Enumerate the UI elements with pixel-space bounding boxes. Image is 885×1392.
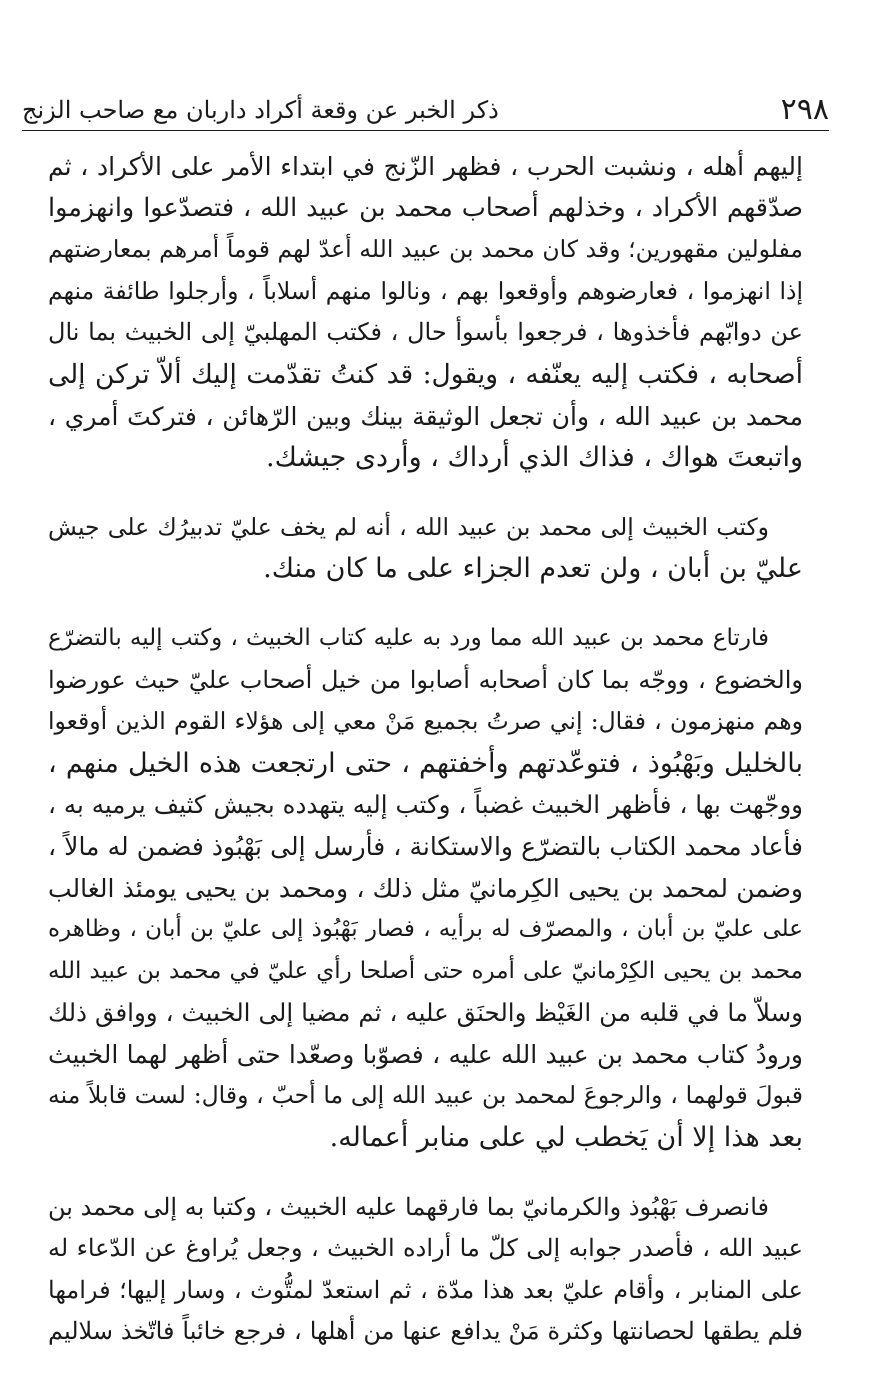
chapter-title: ذكر الخبر عن وقعة أكراد داربان مع صاحب الزنج bbox=[22, 96, 499, 124]
text-line: محمد بن عبيد الله ، وأن تجعل الوثيقة بينك وبين الرّهائن ، فتركتَ أمري ، bbox=[48, 401, 803, 431]
paragraph bbox=[48, 507, 803, 590]
running-header bbox=[22, 84, 829, 131]
text-line: إليهم أهله ، ونشبت الحرب ، فظهر الزّنج في ابتداء الأمر على الأكراد ، ثم bbox=[48, 152, 803, 181]
text-line: عليّ بن أبان ، ولن تعدم الجزاء على ما كان منك. bbox=[263, 553, 803, 585]
body-text bbox=[48, 146, 803, 1353]
text-line: واتبعتَ هواك ، فذاك الذي أرداك ، وأردى جيشك. bbox=[266, 442, 803, 474]
text-line: وكتب الخبيث إلى محمد بن عبيد الله ، أنه لم يخف عليّ تدبيرُك على جيش bbox=[48, 512, 769, 541]
text-line: ووجّهت بها ، فأظهر الخبيث غضباً ، وكتب إليه يتهدده بجيش كثيف يرميه به ، bbox=[48, 790, 803, 820]
text-line: فلم يطقها لحصانتها وكثرة مَنْ يدافع عنها من أهلها ، فرجع خائباً فاتّخذ سلاليم bbox=[48, 1317, 803, 1346]
paragraph bbox=[48, 1187, 803, 1353]
text-line: وسلاّ ما في قلبه من الغَيْظ والحنَق عليه ، ثم مضيا إلى الخبيث ، ووافق ذلك bbox=[48, 998, 803, 1028]
text-line: عن دوابّهم فأخذوها ، فرجعوا بأسوأ حال ، فكتب المهلبيّ إلى الخبيث بما نال bbox=[48, 318, 803, 347]
text-line: عبيد الله ، فأصدر جوابه إلى كلّ ما أراده الخبيث ، وجعل يُراوغ عن الدّعاء له bbox=[48, 1234, 803, 1263]
paragraph bbox=[48, 618, 803, 1159]
text-line: قبولَ قولهما ، والرجوعَ لمحمد بن عبيد الله إلى ما أحبّ ، وقال: لست قابلاً منه bbox=[48, 1081, 803, 1110]
text-line: ورودُ كتاب محمد بن عبيد الله عليه ، فصوّبا وصعّدا حتى أظهر لهما الخبيث bbox=[48, 1039, 803, 1069]
text-line: على عليّ بن أبان ، والمصرّف له برأيه ، فصار بَهْبُوذ إلى عليّ بن أبان ، وظاهره bbox=[48, 916, 803, 943]
text-line: على المنابر ، وأقام عليّ بعد هذا مدّة ، ثم استعدّ لمتُّوث ، وسار إليها؛ فرامها bbox=[48, 1275, 803, 1304]
text-line: إذا انهزموا ، فعارضوهم وأوقعوا بهم ، ونالوا منهم أسلاباً ، وأرجلوا طائفة منهم bbox=[48, 276, 803, 305]
text-line: وهم منهزمون ، فقال: إني صرتُ بجميع مَنْ معي إلى هؤلاء القوم الذين أوقعوا bbox=[48, 707, 803, 736]
text-line: فأعاد محمد الكتاب بالتضرّع والاستكانة ، فأرسل إلى بَهْبُوذ فضمن له مالاً ، bbox=[48, 831, 803, 861]
text-line: بالخليل وبَهْبُوذ ، فتوعّدتهم وأخفتهم ، حتى ارتجعت هذه الخيل منهم ، bbox=[48, 747, 803, 779]
text-line: بعد هذا إلا أن يَخطب لي على منابر أعماله. bbox=[329, 1122, 803, 1154]
text-line: وضمن لمحمد بن يحيى الكِرمانيّ مثل ذلك ، ومحمد بن يحيى يومئذ الغالب bbox=[48, 873, 803, 903]
text-line: فانصرف بَهْبُوذ والكرمانيّ بما فارقهما عليه الخبيث ، وكتبا به إلى محمد بن bbox=[48, 1192, 769, 1221]
text-line: فارتاع محمد بن عبيد الله مما ورد به عليه كتاب الخبيث ، وكتب إليه بالتضرّع bbox=[48, 624, 769, 651]
text-line: والخضوع ، ووجّه بما كان أصحابه أصابوا من خيل أصحاب عليّ حيث عورضوا bbox=[48, 665, 803, 694]
text-line: مفلولين مقهورين؛ وقد كان محمد بن عبيد الله أعدّ لهم قوماً أمرهم بمعارضتهم bbox=[48, 235, 803, 264]
text-line: أصحابه ، فكتب إليه يعنّفه ، ويقول: قد كنتُ تقدّمت إليك ألاّ تركن إلى bbox=[48, 358, 803, 390]
page-number: ٢٩٨ bbox=[780, 92, 829, 127]
text-line: محمد بن يحيى الكِرْمانيّ على أمره حتى أصلحا رأي عليّ في محمد بن عبيد الله bbox=[48, 957, 803, 984]
text-line: صدّقهم الأكراد ، وخذلهم أصحاب محمد بن عبيد الله ، فتصدّعوا وانهزموا bbox=[48, 192, 803, 223]
paragraph bbox=[48, 146, 803, 479]
